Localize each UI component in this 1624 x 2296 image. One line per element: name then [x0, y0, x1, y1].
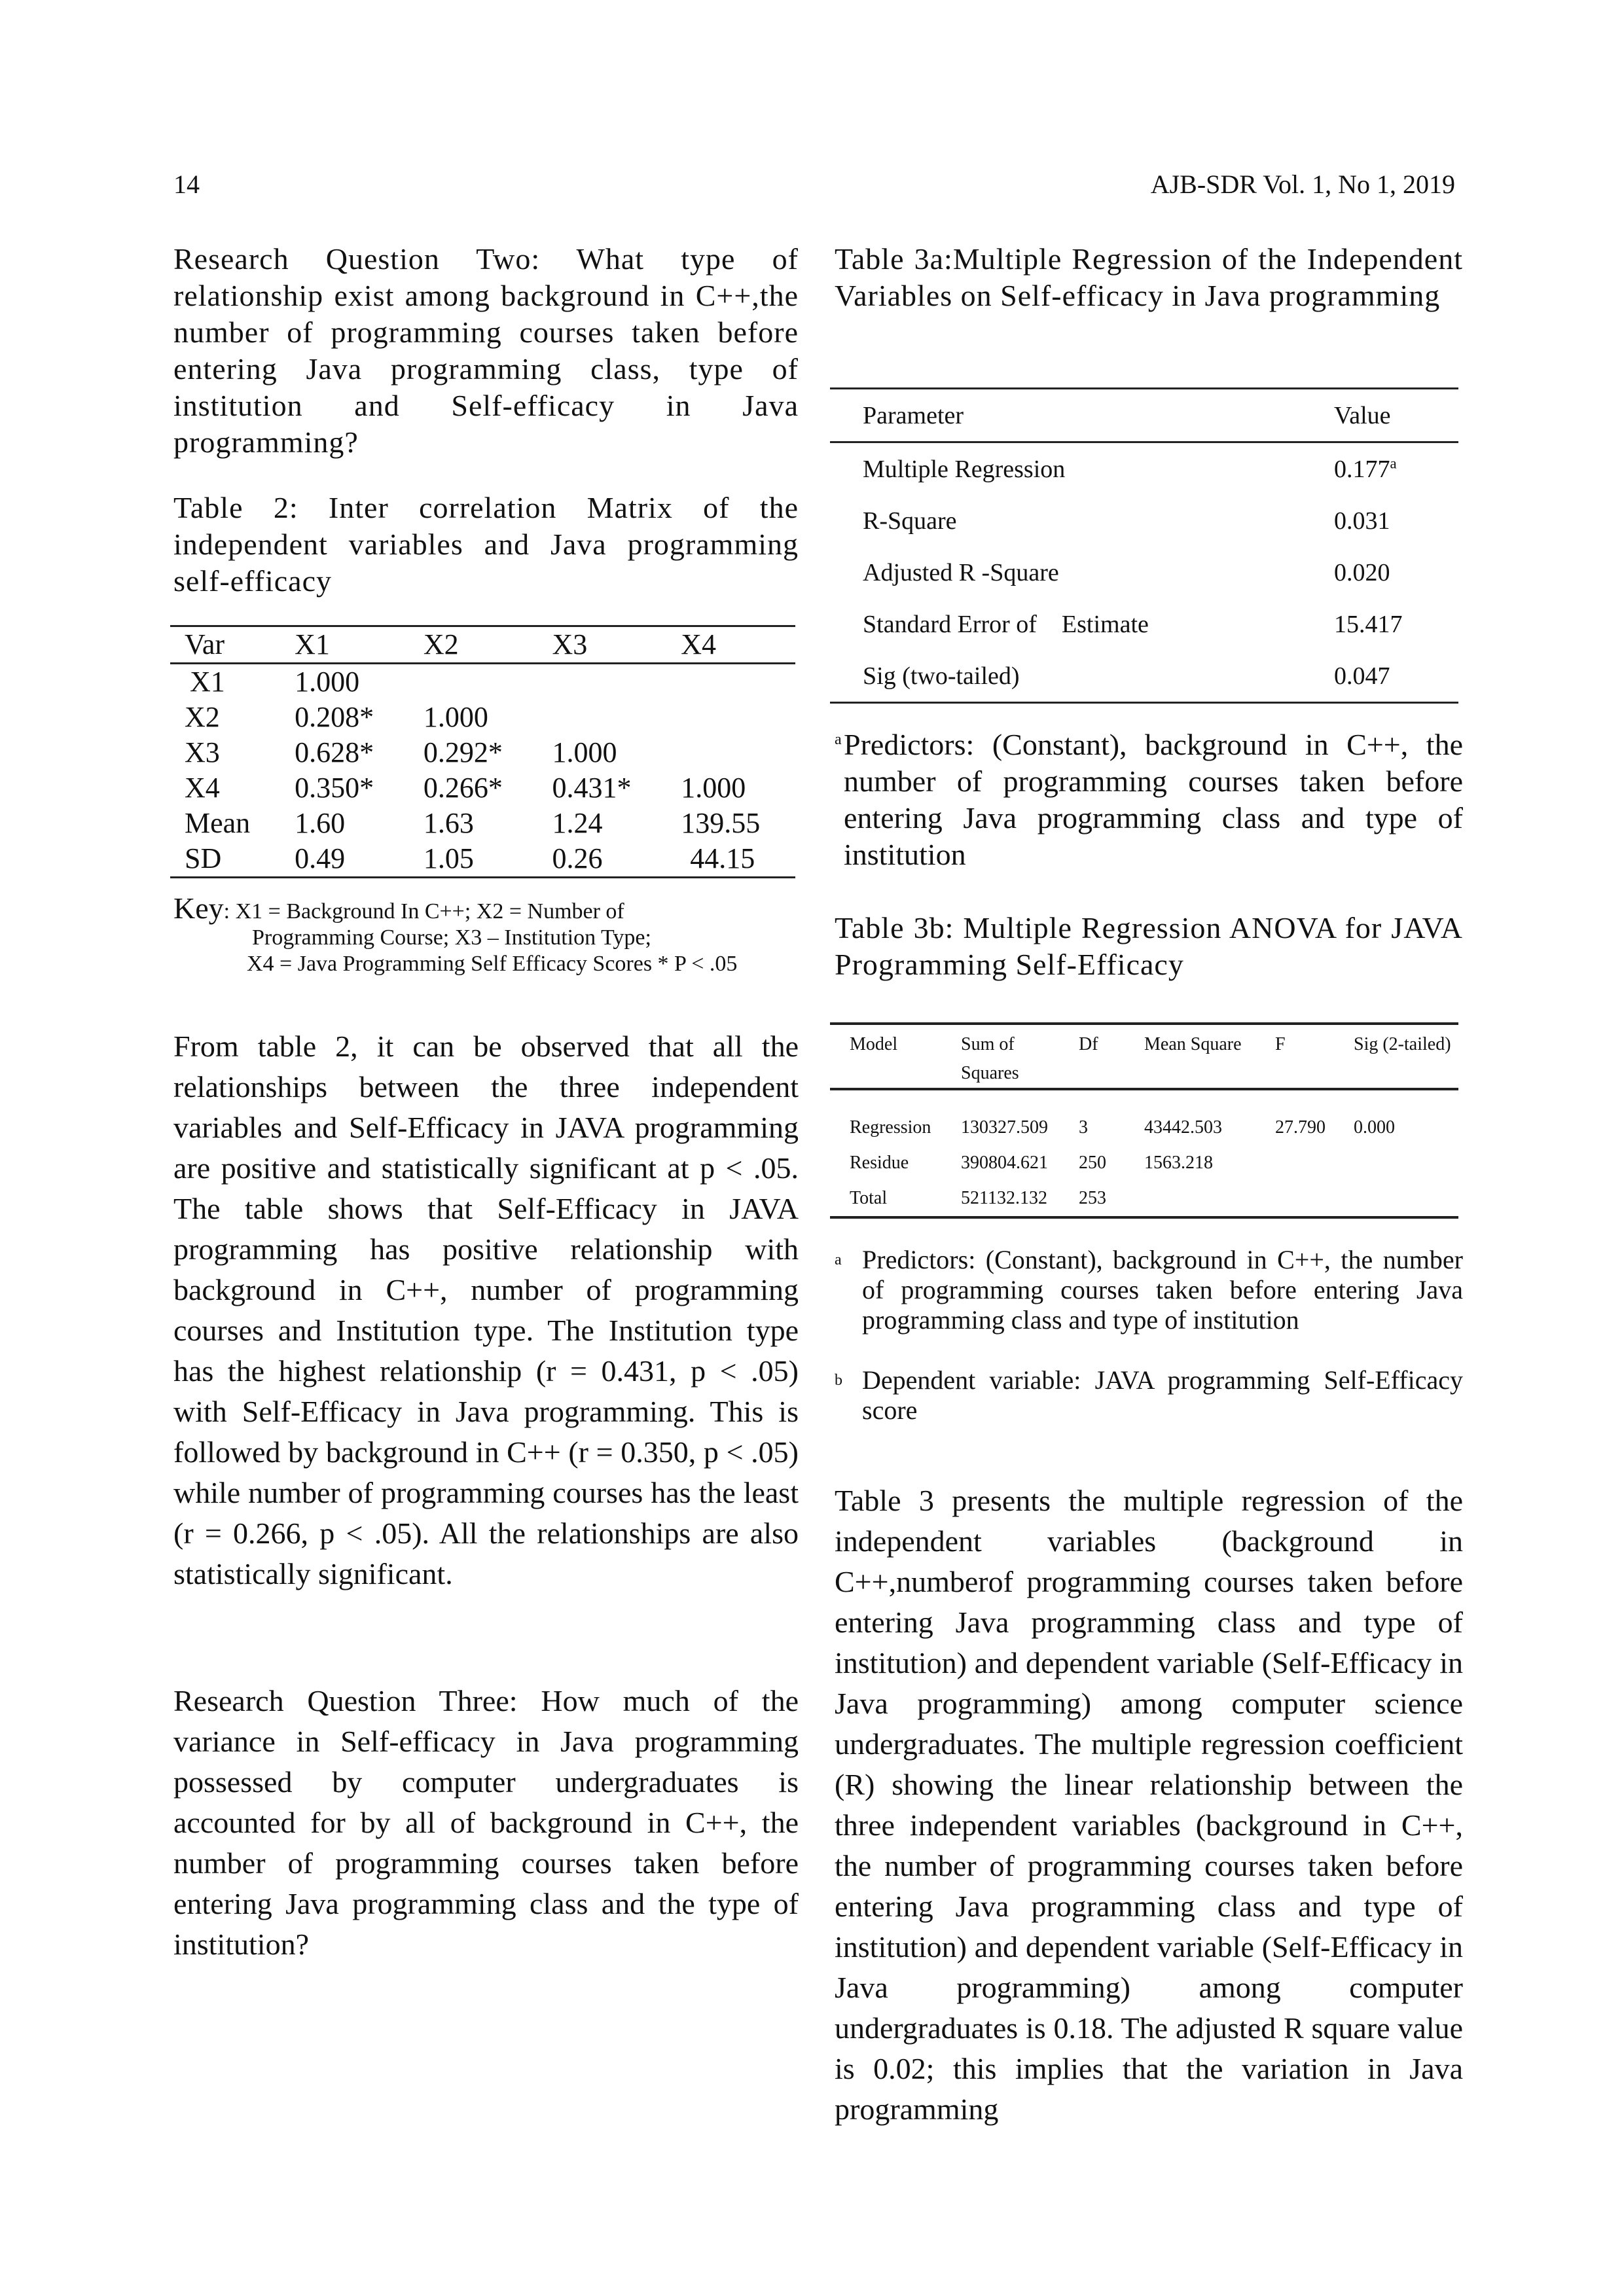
table-cell — [1334, 1181, 1458, 1217]
table-cell: 1.24 — [552, 807, 603, 839]
table-row — [170, 770, 795, 806]
table-header-cell: Value — [1334, 401, 1391, 429]
table3b-footnote-b — [835, 1365, 1463, 1426]
table-header-cell: X2 — [423, 628, 459, 660]
table-cell — [1334, 1145, 1458, 1181]
table3-discussion: Table 3 presents the multiple regression of the independent variables (background in C++,numberof programming courses taken before entering Java programming class and type of institution) and dependent variable (Self-Efficacy in Java programming) among computer science undergraduates. The multiple regression coefficient (R) showing the linear relationship between the three independent variables (background in C++, the number of programming courses taken before entering Java programming class and type of institution) and dependent variable (Self-Efficacy in Java programming) among computer undergraduates is 0.18. The adjusted R square value is 0.02; this implies that the variation in Java programming — [835, 1484, 1463, 2126]
value-text: 0.177 — [1334, 455, 1390, 483]
parameter-label: Multiple Regression — [863, 455, 1066, 483]
table-cell: 0.292* — [423, 736, 503, 768]
table-cell: 1.63 — [423, 807, 474, 839]
footnote-marker: b — [835, 1372, 842, 1389]
table2-caption: Table 2: Inter correlation Matrix of the independent variables and Java programming self-efficacy — [173, 491, 799, 598]
footnote-marker: a — [1390, 454, 1397, 471]
parameter-value: 0.020 — [1334, 558, 1390, 586]
table-row — [830, 1089, 1458, 1145]
table-cell: 390804.621 — [961, 1153, 1048, 1173]
table-row — [830, 442, 1458, 495]
table-cell: 1.60 — [295, 807, 346, 839]
table-row — [830, 598, 1458, 650]
table-header-cell: Df — [1079, 1034, 1098, 1054]
table-cell: 0.628* — [295, 736, 374, 768]
table2-discussion: From table 2, it can be observed that all the relationships between the three independent variables and Self-Efficacy in JAVA programming are positive and statistically significant at p < .05. The table shows that Self-Efficacy in JAVA programming has positive relationship with background in C++, number of programming courses and Institution type. The Institution type has the highest relationship (r = 0.431, p < .05) with Self-Efficacy in Java programming. This is followed by background in C++ (r = 0.350, p < .05) while number of programming courses has the least (r = 0.266, p < .05). All the relationships are also statistically significant. — [173, 1030, 799, 1590]
table-row — [170, 664, 795, 700]
table-cell: 44.15 — [690, 842, 755, 874]
table-cell — [666, 735, 795, 770]
table-header-cell: X3 — [552, 628, 588, 660]
table-header-cell: F — [1275, 1034, 1286, 1054]
table-cell — [1255, 1181, 1334, 1217]
multiple-regression-table — [830, 387, 1458, 704]
table-cell: 130327.509 — [961, 1117, 1048, 1138]
table-header-row — [170, 626, 795, 664]
table-cell: 27.790 — [1275, 1117, 1326, 1138]
row-label: X4 — [185, 772, 220, 804]
row-label: SD — [185, 842, 222, 874]
model-label: Total — [850, 1188, 888, 1208]
table-cell — [666, 700, 795, 735]
table-cell: 521132.132 — [961, 1188, 1047, 1208]
table-header-cell: Var — [185, 628, 225, 660]
table-cell: 1.05 — [423, 842, 474, 874]
table-header-cell: X1 — [295, 628, 330, 660]
model-label: Regression — [850, 1117, 931, 1138]
table2-key — [173, 891, 738, 977]
table3a-footnote — [835, 726, 1463, 873]
table-header-cell: Mean Square — [1144, 1034, 1242, 1054]
row-label: X3 — [185, 736, 220, 768]
table-cell: 0.208* — [295, 701, 374, 733]
table-row — [170, 806, 795, 841]
table-cell: 3 — [1079, 1117, 1088, 1138]
row-label: X1 — [190, 666, 225, 698]
table-cell: 250 — [1079, 1153, 1106, 1173]
key-line: : X1 = Background In C++; X2 = Number of — [223, 899, 624, 924]
table-row — [170, 735, 795, 770]
table-cell: 0.350* — [295, 772, 374, 804]
table-cell — [1255, 1145, 1334, 1181]
parameter-value: 15.417 — [1334, 610, 1403, 638]
parameter-value — [1334, 442, 1458, 495]
footnote-text: Predictors: (Constant), background in C++, the number of programming courses taken before entering Java programming class and type of institution — [844, 728, 1463, 871]
parameter-label: Adjusted R -Square — [863, 558, 1059, 586]
footnote-marker: a — [835, 731, 842, 748]
table3a-caption: Table 3a:Multiple Regression of the Independent Variables on Self-efficacy in Java programming — [835, 242, 1463, 312]
correlation-matrix-table — [170, 625, 795, 878]
table-cell: 0.000 — [1354, 1117, 1395, 1138]
table-cell: 1.000 — [681, 772, 746, 804]
table-row — [830, 495, 1458, 547]
parameter-label: Standard Error of Estimate — [863, 610, 1149, 638]
parameter-value: 0.031 — [1334, 507, 1390, 535]
table-header-cell: Sig (2-tailed) — [1354, 1034, 1451, 1054]
footnote-text: Predictors: (Constant), background in C++, the number of programming courses taken before entering Java programming class and type of institution — [862, 1245, 1463, 1335]
row-label: X2 — [185, 701, 220, 733]
table-cell: 0.266* — [423, 772, 503, 804]
table-header-row — [830, 1024, 1458, 1089]
parameter-label: Sig (two-tailed) — [863, 662, 1020, 690]
table-cell — [538, 664, 667, 700]
key-line: X4 = Java Programming Self Efficacy Scores * P < .05 — [247, 952, 738, 976]
table3b-caption: Table 3b: Multiple Regression ANOVA for JAVA Programming Self-Efficacy — [835, 911, 1463, 981]
table-cell: 1.000 — [295, 666, 360, 698]
footnote-marker: a — [835, 1251, 842, 1268]
table-cell: 0.49 — [295, 842, 346, 874]
table-cell — [1125, 1181, 1255, 1217]
table-cell: 0.431* — [552, 772, 632, 804]
table-cell: 0.26 — [552, 842, 603, 874]
research-question-three: Research Question Three: How much of the variance in Self-efficacy in Java programming possessed by computer undergraduates is accounted for by all of background in C++, the number of programming courses taken before entering Java programming class and the type of institution? — [173, 1684, 799, 1961]
table-cell: 1.000 — [552, 736, 617, 768]
table-row — [830, 650, 1458, 703]
table-header-cell: X4 — [681, 628, 717, 660]
table-header-cell: Sum of Squares — [961, 1034, 1019, 1083]
table-row — [830, 1181, 1458, 1217]
table-cell: 43442.503 — [1144, 1117, 1222, 1138]
table-cell: 1.000 — [423, 701, 488, 733]
page-number: 14 — [173, 170, 200, 199]
table-row — [170, 841, 795, 878]
parameter-label: R-Square — [863, 507, 957, 535]
table-cell — [409, 664, 538, 700]
table-cell: 139.55 — [681, 807, 761, 839]
table-header-cell: Parameter — [863, 401, 964, 429]
table-row — [830, 1145, 1458, 1181]
table-row — [170, 700, 795, 735]
key-line: Programming Course; X3 – Institution Type; — [252, 925, 651, 950]
parameter-value: 0.047 — [1334, 662, 1390, 690]
table-cell — [666, 664, 795, 700]
row-label: Mean — [185, 807, 251, 839]
table3b-footnote-a — [835, 1245, 1463, 1335]
research-question-two: Research Question Two: What type of relationship exist among background in C++,the number of programming courses taken before entering Java programming class, type of institution and Self-efficacy in Java programming? — [173, 242, 799, 459]
table-row — [830, 547, 1458, 598]
table-cell — [538, 700, 667, 735]
anova-table — [830, 1022, 1458, 1219]
journal-header: AJB-SDR Vol. 1, No 1, 2019 — [1150, 170, 1455, 199]
key-label: Key — [173, 891, 224, 925]
model-label: Residue — [850, 1153, 909, 1173]
table-cell: 253 — [1079, 1188, 1106, 1208]
footnote-text: Dependent variable: JAVA programming Self-Efficacy score — [862, 1365, 1463, 1425]
table-header-cell: Model — [850, 1034, 898, 1054]
table-cell: 1563.218 — [1144, 1153, 1213, 1173]
table-header-row — [830, 389, 1458, 442]
